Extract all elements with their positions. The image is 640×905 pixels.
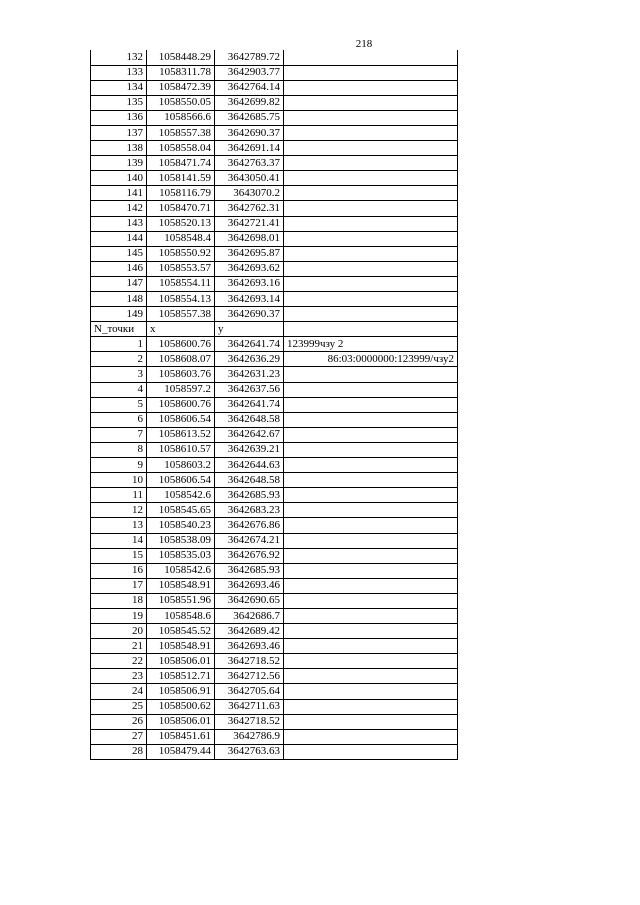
point-number-cell: 147: [91, 276, 147, 291]
x-cell: 1058551.96: [147, 593, 215, 608]
note-cell: [284, 292, 458, 307]
y-cell: 3642762.31: [215, 201, 284, 216]
x-cell: 1058548.91: [147, 639, 215, 654]
y-cell: 3642721.41: [215, 216, 284, 231]
y-cell: 3642676.86: [215, 518, 284, 533]
point-number-cell: 135: [91, 95, 147, 110]
point-number-cell: 136: [91, 110, 147, 125]
table-row: [91, 50, 458, 65]
y-cell: 3642642.67: [215, 427, 284, 442]
table-row: [91, 367, 458, 382]
table-row: [91, 292, 458, 307]
point-number-cell: 15: [91, 548, 147, 563]
table-row: [91, 65, 458, 80]
x-cell: 1058538.09: [147, 533, 215, 548]
y-cell: 3642693.46: [215, 578, 284, 593]
point-number-cell: 24: [91, 684, 147, 699]
table-header-row: [91, 322, 458, 337]
note-cell: [284, 382, 458, 397]
point-number-cell: 138: [91, 141, 147, 156]
point-number-cell: 144: [91, 231, 147, 246]
table-row: [91, 744, 458, 759]
x-cell: 1058451.61: [147, 729, 215, 744]
note-cell: [284, 125, 458, 140]
x-cell: 1058553.57: [147, 261, 215, 276]
x-cell: 1058116.79: [147, 186, 215, 201]
point-number-cell: 149: [91, 307, 147, 322]
note-cell: [284, 80, 458, 95]
y-cell: 3642690.65: [215, 593, 284, 608]
table-row: [91, 442, 458, 457]
point-number-cell: 7: [91, 427, 147, 442]
point-number-cell: 148: [91, 292, 147, 307]
point-number-cell: 146: [91, 261, 147, 276]
y-cell: 3642695.87: [215, 246, 284, 261]
table-row: [91, 382, 458, 397]
table-row: [91, 503, 458, 518]
x-cell: 1058554.13: [147, 292, 215, 307]
point-number-cell: 12: [91, 503, 147, 518]
header-x: x: [147, 322, 215, 337]
y-cell: 3642711.63: [215, 699, 284, 714]
y-cell: 3642691.14: [215, 141, 284, 156]
y-cell: 3642676.92: [215, 548, 284, 563]
x-cell: 1058506.91: [147, 684, 215, 699]
y-cell: 3642685.75: [215, 110, 284, 125]
table-row: [91, 684, 458, 699]
point-number-cell: 27: [91, 729, 147, 744]
point-number-cell: 19: [91, 608, 147, 623]
note-cell: [284, 458, 458, 473]
x-cell: 1058548.4: [147, 231, 215, 246]
y-cell: 3642636.29: [215, 352, 284, 367]
y-cell: 3642693.62: [215, 261, 284, 276]
y-cell: 3642693.46: [215, 639, 284, 654]
x-cell: 1058606.54: [147, 412, 215, 427]
point-number-cell: 143: [91, 216, 147, 231]
note-cell: [284, 427, 458, 442]
point-number-cell: 9: [91, 458, 147, 473]
header-note: [284, 322, 458, 337]
note-cell: [284, 729, 458, 744]
point-number-cell: 21: [91, 639, 147, 654]
point-number-cell: 139: [91, 156, 147, 171]
note-cell: [284, 669, 458, 684]
y-cell: 3642685.93: [215, 563, 284, 578]
table-row: [91, 276, 458, 291]
note-cell: [284, 276, 458, 291]
note-cell: [284, 473, 458, 488]
table-row: [91, 669, 458, 684]
note-cell: [284, 699, 458, 714]
point-number-cell: 140: [91, 171, 147, 186]
table-row: [91, 337, 458, 352]
y-cell: 3642689.42: [215, 624, 284, 639]
x-cell: 1058540.23: [147, 518, 215, 533]
x-cell: 1058512.71: [147, 669, 215, 684]
y-cell: 3642644.63: [215, 458, 284, 473]
table-row: [91, 201, 458, 216]
x-cell: 1058535.03: [147, 548, 215, 563]
note-cell: [284, 397, 458, 412]
point-number-cell: 6: [91, 412, 147, 427]
x-cell: 1058557.38: [147, 125, 215, 140]
x-cell: 1058610.57: [147, 442, 215, 457]
note-cell: [284, 548, 458, 563]
table-row: [91, 624, 458, 639]
y-cell: 3642641.74: [215, 337, 284, 352]
note-cell: 86:03:0000000:123999/чзу2: [284, 352, 458, 367]
point-number-cell: 22: [91, 654, 147, 669]
x-cell: 1058448.29: [147, 50, 215, 65]
table-row: [91, 427, 458, 442]
table-header-body: [91, 322, 458, 337]
y-cell: 3642789.72: [215, 50, 284, 65]
x-cell: 1058141.59: [147, 171, 215, 186]
y-cell: 3642690.37: [215, 307, 284, 322]
point-number-cell: 4: [91, 382, 147, 397]
table-row: [91, 246, 458, 261]
x-cell: 1058520.13: [147, 216, 215, 231]
note-cell: [284, 518, 458, 533]
y-cell: 3642648.58: [215, 412, 284, 427]
point-number-cell: 26: [91, 714, 147, 729]
y-cell: 3642631.23: [215, 367, 284, 382]
point-number-cell: 17: [91, 578, 147, 593]
note-cell: [284, 156, 458, 171]
x-cell: 1058506.01: [147, 654, 215, 669]
x-cell: 1058545.65: [147, 503, 215, 518]
note-cell: [284, 307, 458, 322]
table-row: [91, 473, 458, 488]
x-cell: 1058550.05: [147, 95, 215, 110]
table-row: [91, 533, 458, 548]
x-cell: 1058472.39: [147, 80, 215, 95]
x-cell: 1058603.76: [147, 367, 215, 382]
note-cell: [284, 654, 458, 669]
table-row: [91, 458, 458, 473]
table-row: [91, 563, 458, 578]
point-number-cell: 18: [91, 593, 147, 608]
x-cell: 1058311.78: [147, 65, 215, 80]
note-cell: [284, 593, 458, 608]
note-cell: [284, 141, 458, 156]
table-row: [91, 171, 458, 186]
point-number-cell: 142: [91, 201, 147, 216]
y-cell: 3642674.21: [215, 533, 284, 548]
y-cell: 3642639.21: [215, 442, 284, 457]
x-cell: 1058545.52: [147, 624, 215, 639]
x-cell: 1058542.6: [147, 488, 215, 503]
y-cell: 3643050.41: [215, 171, 284, 186]
y-cell: 3642686.7: [215, 608, 284, 623]
note-cell: [284, 65, 458, 80]
point-number-cell: 13: [91, 518, 147, 533]
x-cell: 1058554.11: [147, 276, 215, 291]
x-cell: 1058606.54: [147, 473, 215, 488]
table-row: [91, 80, 458, 95]
x-cell: 1058603.2: [147, 458, 215, 473]
x-cell: 1058506.01: [147, 714, 215, 729]
table-row: [91, 593, 458, 608]
x-cell: 1058600.76: [147, 337, 215, 352]
point-number-cell: 1: [91, 337, 147, 352]
x-cell: 1058479.44: [147, 744, 215, 759]
y-cell: 3642712.56: [215, 669, 284, 684]
table-row: [91, 608, 458, 623]
x-cell: 1058597.2: [147, 382, 215, 397]
table-row: [91, 231, 458, 246]
y-cell: 3642698.01: [215, 231, 284, 246]
y-cell: 3642648.58: [215, 473, 284, 488]
table-row: [91, 352, 458, 367]
table-row: [91, 156, 458, 171]
y-cell: 3642764.14: [215, 80, 284, 95]
table-row: [91, 141, 458, 156]
point-number-cell: 11: [91, 488, 147, 503]
table-row: [91, 261, 458, 276]
x-cell: 1058566.6: [147, 110, 215, 125]
table-row: [91, 714, 458, 729]
point-number-cell: 16: [91, 563, 147, 578]
page-number: 218: [355, 38, 373, 50]
y-cell: 3643070.2: [215, 186, 284, 201]
point-number-cell: 14: [91, 533, 147, 548]
point-number-cell: 137: [91, 125, 147, 140]
x-cell: 1058548.6: [147, 608, 215, 623]
note-cell: [284, 50, 458, 65]
note-cell: [284, 744, 458, 759]
table-row: [91, 578, 458, 593]
note-cell: [284, 684, 458, 699]
table-body-after: [91, 337, 458, 760]
table-row: [91, 548, 458, 563]
point-number-cell: 23: [91, 669, 147, 684]
point-number-cell: 8: [91, 442, 147, 457]
y-cell: 3642786.9: [215, 729, 284, 744]
table-row: [91, 518, 458, 533]
table-row: [91, 639, 458, 654]
point-number-cell: 5: [91, 397, 147, 412]
x-cell: 1058471.74: [147, 156, 215, 171]
table-row: [91, 95, 458, 110]
table-row: [91, 125, 458, 140]
x-cell: 1058600.76: [147, 397, 215, 412]
y-cell: 3642718.52: [215, 654, 284, 669]
y-cell: 3642690.37: [215, 125, 284, 140]
table-row: [91, 186, 458, 201]
y-cell: 3642637.56: [215, 382, 284, 397]
point-number-cell: 134: [91, 80, 147, 95]
note-cell: [284, 110, 458, 125]
note-cell: [284, 578, 458, 593]
point-number-cell: 28: [91, 744, 147, 759]
y-cell: 3642763.63: [215, 744, 284, 759]
y-cell: 3642718.52: [215, 714, 284, 729]
note-cell: [284, 201, 458, 216]
note-cell: [284, 246, 458, 261]
y-cell: 3642699.82: [215, 95, 284, 110]
x-cell: 1058470.71: [147, 201, 215, 216]
point-number-cell: 2: [91, 352, 147, 367]
x-cell: 1058557.38: [147, 307, 215, 322]
table-body-before: [91, 50, 458, 322]
y-cell: 3642763.37: [215, 156, 284, 171]
table-row: [91, 412, 458, 427]
note-cell: [284, 503, 458, 518]
table-row: [91, 216, 458, 231]
point-number-cell: 10: [91, 473, 147, 488]
y-cell: 3642903.77: [215, 65, 284, 80]
note-cell: [284, 412, 458, 427]
note-cell: [284, 261, 458, 276]
x-cell: 1058613.52: [147, 427, 215, 442]
table-row: [91, 729, 458, 744]
note-cell: [284, 608, 458, 623]
note-cell: [284, 488, 458, 503]
header-y: y: [215, 322, 284, 337]
note-cell: 123999чзу 2: [284, 337, 458, 352]
table-row: [91, 307, 458, 322]
point-number-cell: 145: [91, 246, 147, 261]
note-cell: [284, 442, 458, 457]
point-number-cell: 132: [91, 50, 147, 65]
header-point-number: N_точки: [91, 322, 147, 337]
point-number-cell: 20: [91, 624, 147, 639]
note-cell: [284, 624, 458, 639]
note-cell: [284, 367, 458, 382]
note-cell: [284, 533, 458, 548]
y-cell: 3642705.64: [215, 684, 284, 699]
note-cell: [284, 95, 458, 110]
y-cell: 3642693.16: [215, 276, 284, 291]
note-cell: [284, 216, 458, 231]
x-cell: 1058608.07: [147, 352, 215, 367]
point-number-cell: 133: [91, 65, 147, 80]
point-number-cell: 25: [91, 699, 147, 714]
note-cell: [284, 186, 458, 201]
table-row: [91, 110, 458, 125]
y-cell: 3642685.93: [215, 488, 284, 503]
point-number-cell: 3: [91, 367, 147, 382]
table-row: [91, 397, 458, 412]
table-row: [91, 654, 458, 669]
note-cell: [284, 231, 458, 246]
y-cell: 3642683.23: [215, 503, 284, 518]
table-row: [91, 488, 458, 503]
x-cell: 1058542.6: [147, 563, 215, 578]
coordinates-table: [90, 50, 458, 760]
note-cell: [284, 639, 458, 654]
x-cell: 1058558.04: [147, 141, 215, 156]
note-cell: [284, 714, 458, 729]
point-number-cell: 141: [91, 186, 147, 201]
x-cell: 1058500.62: [147, 699, 215, 714]
x-cell: 1058548.91: [147, 578, 215, 593]
y-cell: 3642641.74: [215, 397, 284, 412]
y-cell: 3642693.14: [215, 292, 284, 307]
table-row: [91, 699, 458, 714]
x-cell: 1058550.92: [147, 246, 215, 261]
note-cell: [284, 171, 458, 186]
note-cell: [284, 563, 458, 578]
